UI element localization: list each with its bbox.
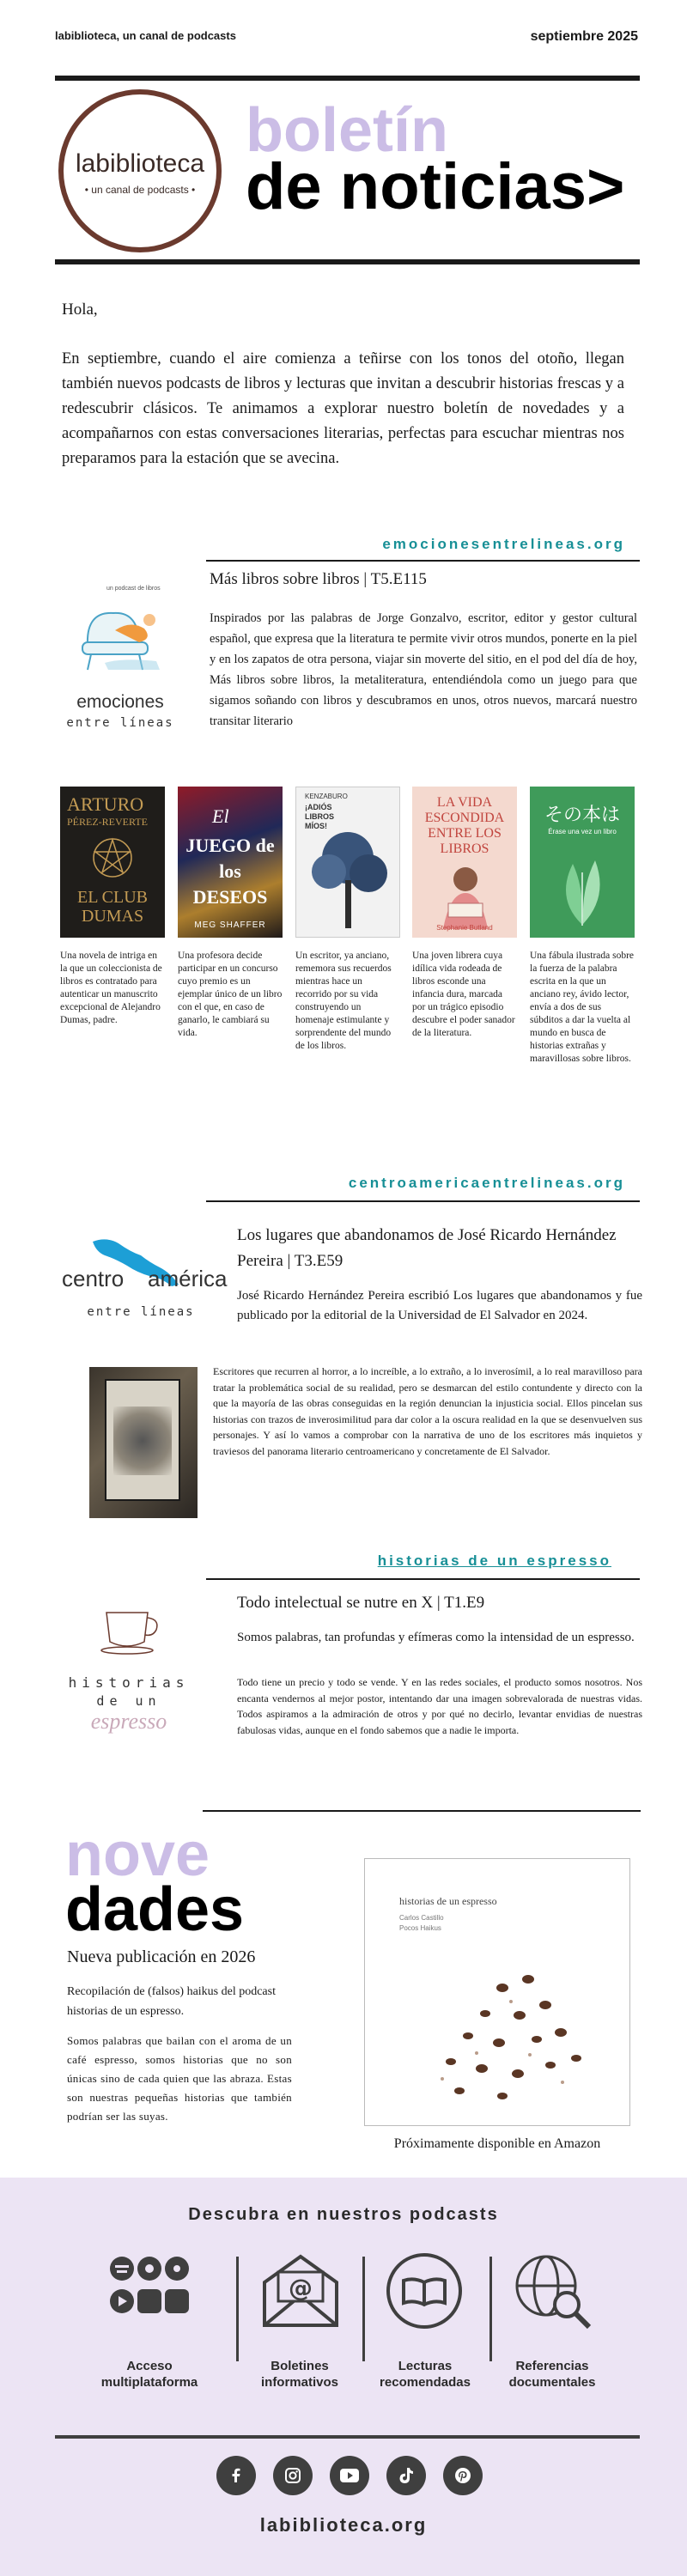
logo-name: labiblioteca: [75, 149, 205, 178]
svg-text:@: @: [289, 2274, 313, 2302]
book-description: Una novela de intriga en la que un coleccionista de libros es contratado para autenticar un manuscrito excepcional de Alejandro Dumas, padre.: [60, 951, 162, 1025]
section2-site-link[interactable]: centroamericaentrelineas.org: [348, 1175, 625, 1191]
book-photo-los-lugares[interactable]: [89, 1367, 198, 1518]
brand-logo: [58, 89, 222, 252]
logo-entre-lineas: entre líneas: [66, 716, 174, 730]
youtube-icon[interactable]: [330, 2456, 369, 2495]
platforms-icon: [108, 2251, 191, 2330]
book-title: historias de un espresso: [399, 1895, 497, 1907]
logo-emociones: emociones: [76, 692, 164, 712]
cover-top: KENZABURO: [305, 793, 348, 800]
cover-title: EL CLUB DUMAS: [76, 888, 149, 926]
book-cover-adios-libros[interactable]: [295, 787, 400, 938]
novedades-rule: [203, 1810, 641, 1812]
cover-title: LA VIDA ESCONDIDA ENTRE LOS LIBROS: [424, 795, 505, 856]
facebook-icon[interactable]: [216, 2456, 256, 2495]
issue-date: septiembre 2025: [530, 29, 638, 44]
logo-entre-lineas: entre líneas: [87, 1305, 195, 1319]
logo-america: américa: [148, 1266, 228, 1291]
section2-episode-lead: José Ricardo Hernández Pereira escribió Los lugares que abandonamos y fue publicado por la editorial de la Universidad de El Salvador en 2024.: [237, 1289, 642, 1322]
logo-tagline: • un canal de podcasts •: [84, 184, 196, 196]
book-description: Una joven librera cuya idílica vida rodeada de libros esconde una infancia dura, marcada por un trágico episodio descubre el poder sanador de la literatura.: [412, 951, 515, 1038]
section2-episode-body: Escritores que recurren al horror, a lo increíble, a lo extraño, a lo inverosímil, a lo real maravilloso para tratar la problemática social de su realidad, pero se desmarcan del estilo contundente y directo con la que la mayoría de las obras conseguidas en la región denuncian la injusticia social. Ellos pincelan sus historias con trazos de inverosimilitud para dar color a la oscura realidad en la que se desenvuelven sus personajes. Y así lo vamos a comprobar con la narrativa de uno de los escritores más inquietos y traviesos del panorama literario centroamericano y concretamente de El Salvador.: [213, 1365, 642, 1457]
novedades-title-dark: dades: [65, 1875, 245, 1944]
book-icon: [383, 2251, 465, 2330]
book-cover-vida-escondida[interactable]: [412, 787, 517, 938]
cover-title: JUEGO de los DESEOS: [185, 835, 275, 908]
pinterest-icon[interactable]: [443, 2456, 483, 2495]
book-description: Un escritor, ya anciano, rememora sus recuerdos mientras hace un recorrido por su vida construyendo un homenaje estimulante y sorprendente del mundo de los libros.: [295, 951, 392, 1051]
section3-episode-lead: Somos palabras, tan profundas y efímeras como la intensidad de un espresso.: [237, 1631, 635, 1644]
book-description: Una profesora decide participar en un concurso cuyo premio es un ejemplar único de un libro con el que, en caso de ganarlo, le cambiará su vida.: [178, 951, 283, 1038]
cover-top: El: [212, 805, 229, 827]
novedades-title-light: nove: [65, 1820, 210, 1889]
section3-rule: [206, 1578, 640, 1580]
cover-subtitle: Érase una vez un libro: [548, 828, 617, 835]
novedades-body: Somos palabras que bailan con el aroma de un café espresso, somos historias que no son únicas sino de cada quien que las abraza. Estas son nuestras pequeñas historias que también podrían ser las suyas.: [67, 2034, 292, 2123]
logo-small-text: un podcast de libros: [106, 586, 161, 592]
section1-episode-body: Inspirados por las palabras de Jorge Gonzalvo, escritor, editor y gestor cultural español, que expresa que la literatura te permite vivir otros mundos, ponerte en la piel y en los zapatos de otra persona, viajar sin moverte del sitio, en el pod del día de hoy, Más libros sobre libros, la metaliteratura, entendiéndola como un juego para que sigamos soñando con libros y descubramos en unos, otros nuevos, marcará nuestro transitar literario: [210, 611, 637, 728]
novedades-subtitle: Nueva publicación en 2026: [67, 1947, 256, 1966]
footer-heading: Descubra en nuestros podcasts: [188, 2205, 499, 2224]
novedades-availability: Próximamente disponible en Amazon: [393, 2136, 601, 2151]
tree-illustration: [305, 825, 392, 935]
section1-rule: [206, 560, 640, 562]
section3-site-link[interactable]: historias de un espresso: [377, 1552, 611, 1569]
emociones-logo: [60, 582, 180, 737]
logo-centro: centro: [62, 1266, 125, 1291]
logo-de-un: de un: [96, 1693, 161, 1709]
book-cover-juego-deseos[interactable]: [178, 787, 283, 938]
centroamerica-logo: [55, 1233, 227, 1336]
cover-author: Stephanie Butland: [436, 924, 493, 932]
leaf-illustration: [547, 847, 617, 929]
footer-divider: [362, 2257, 365, 2361]
book-cover-el-club-dumas[interactable]: [60, 787, 165, 938]
instagram-icon[interactable]: [273, 2456, 313, 2495]
header-top-rule: [55, 76, 640, 81]
feature-label: Lecturas recomendadas: [380, 2359, 471, 2390]
coffee-cup-icon: [98, 1604, 167, 1657]
book-subtitle: Pocos Haikus: [399, 1924, 441, 1932]
header-bottom-rule: [55, 259, 640, 264]
pentagram-icon: [91, 836, 134, 879]
woman-reading-illustration: [424, 860, 505, 929]
feature-label: Boletines informativos: [260, 2359, 338, 2390]
novedades-book-cover[interactable]: [364, 1858, 630, 2126]
book-cover-erase-una-vez-un-libro[interactable]: [530, 787, 635, 938]
footer-site-link[interactable]: labiblioteca.org: [259, 2514, 428, 2536]
newsletter-title-light: boletín: [246, 96, 448, 165]
espresso-logo: [52, 1597, 206, 1743]
cover-author: MEG SHAFFER: [194, 920, 266, 930]
footer-divider: [236, 2257, 239, 2361]
intro-paragraph: En septiembre, cuando el aire comienza a teñirse con los tonos del otoño, llegan también nuevos podcasts de libros y lecturas que invitan a descubrir historias frescas y a redescubrir clásicos. Te animamos a explorar nuestro boletín de novedades y a acompañarnos con estas conversaciones literarias, perfectas para escuchar mientras nos preparamos para la estación que se avecina.: [62, 350, 624, 467]
section2-episode-title[interactable]: Los lugares que abandonamos de José Ricardo Hernández Pereira | T3.E59: [237, 1226, 617, 1270]
photo-book-art: [113, 1406, 172, 1475]
cover-author: PÉREZ-REVERTE: [67, 816, 148, 828]
logo-espresso: espresso: [90, 1709, 167, 1734]
section2-rule: [206, 1200, 640, 1202]
tiktok-icon[interactable]: [386, 2456, 426, 2495]
newsletter-title-dark: de noticias>: [246, 150, 625, 223]
footer-divider: [489, 2257, 492, 2361]
section1-site-link[interactable]: emocionesentrelineas.org: [382, 536, 625, 552]
coffee-beans-illustration: [416, 1953, 597, 2108]
photo-book: [105, 1379, 180, 1501]
book-description: Una fábula ilustrada sobre la fuerza de la palabra escrita en la que un anciano rey, ávido lector, envía a dos de sus súbditos a dar la vuelta al mundo en busca de historias extrañas y maravillosas sobre libros.: [530, 951, 635, 1064]
book-author: Carlos Castillo: [399, 1914, 444, 1922]
globe-search-icon: [512, 2251, 594, 2330]
feature-label: Acceso multiplataforma: [100, 2359, 198, 2390]
cover-title: その本は: [544, 805, 620, 826]
section1-episode-title[interactable]: Más libros sobre libros | T5.E115: [210, 570, 427, 588]
logo-historias: historias: [68, 1674, 190, 1691]
cover-top: ARTURO: [67, 793, 144, 815]
section3-episode-body: Todo tiene un precio y todo se vende. Y en las redes sociales, el producto somos nosotros. Nos encanta vendernos al mejor postor, intentando dar una imagen sobrevalorada de nuestras vidas. Todos aspiramos a la admiración de otros y por qué no decirlo, levantar envidias de nuestras fabulosas vidas, aunque en el fondo sabemos que a nadie le importa.: [237, 1676, 642, 1736]
greeting: Hola,: [62, 301, 98, 319]
section3-episode-title[interactable]: Todo intelectual se nutre en X | T1.E9: [237, 1594, 485, 1612]
reader-chair-icon: [70, 594, 170, 673]
cover-title: ¡ADIÓS LIBROS MÍOS!: [305, 803, 335, 830]
newsletter-icon: [259, 2251, 342, 2330]
feature-label: Referencias documentales: [508, 2359, 596, 2390]
brand-line: labiblioteca, un canal de podcasts: [55, 29, 236, 42]
footer-rule: [55, 2435, 640, 2439]
novedades-lead: Recopilación de (falsos) haikus del podcast historias de un espresso.: [67, 1985, 276, 2018]
